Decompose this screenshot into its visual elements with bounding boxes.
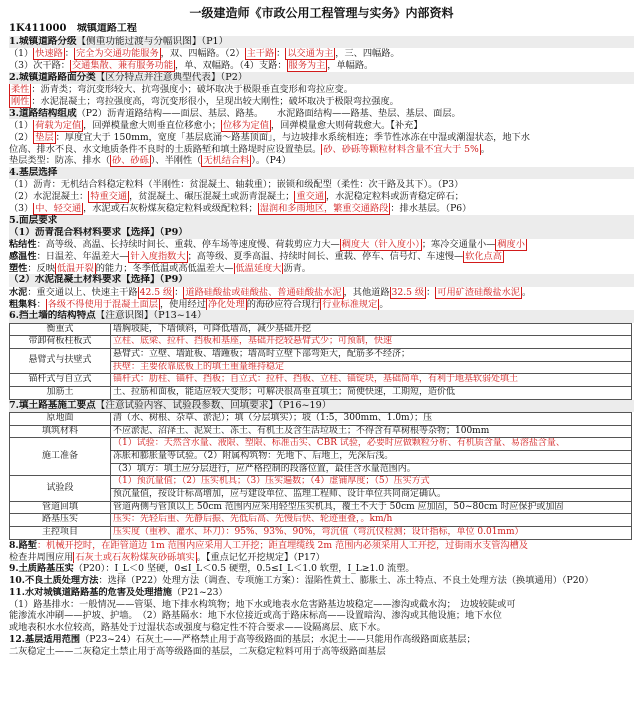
text-fragment: ：高等级、高温、长持续时间长、重载、停车场等速度慢、荷载剪应力大— [36,239,340,251]
text-fragment: ：沥青类；弯沉变形较大、抗弯强度小；破坏取决于极限垂直变形和弯拉应变。 [31,84,353,96]
section-5-heading: 5.面层要求 [9,215,634,227]
text-fragment: 水泥 [9,286,28,298]
text-fragment: 荷载为定值 [35,120,82,132]
text-fragment: 1K411000 [9,23,67,35]
text-fragment: 检查井周围应用 [9,551,74,563]
text-fragment: 沥青。 [283,262,311,274]
text-fragment: 感温性 [9,250,37,262]
text-fragment: 城镇道路工程 [76,23,137,35]
section-3-line-2 [9,132,634,144]
table-cell: 冻胀和膨胀量等试验。（2）附属构筑物：先地下、后地上，先深后浅。 [111,450,632,463]
text-fragment: ：排水基层。（P6） [390,202,472,214]
text-fragment: 。 [379,298,389,310]
text-fragment: 8.路堑 [9,539,37,551]
table-cell: 压实：先轻后重、先静后振、先低后高、先慢后快、轮迹重叠，。km/h [111,514,632,527]
text-fragment: ：重交通以上、快速主干路 [27,286,138,298]
text-fragment: 特重交通 [90,191,128,203]
text-fragment: ，三、四幅路。 [335,48,400,60]
text-fragment: （P20）：I_L＜0 坚硬，0≤I_L＜0.5 硬塑，0.5≤I_L＜1.0 软塑，I_L≥1.0 流塑。 [73,563,415,575]
section-1-heading [9,36,634,48]
text-fragment: 位移为定值 [222,120,269,132]
text-fragment: （2）水泥混凝土： [9,191,89,203]
section-2-line-1 [9,84,634,96]
text-fragment: 针入度指数大 [130,250,186,262]
table-cell: 填筑材料 [10,425,111,438]
table-cell: 扶壁：主要依靠底板上的填土重量维持稳定 [111,361,632,374]
section-4-line-1: （1）沥青：无机结合料稳定粒料（半刚性：贫混凝土、轴载重）；嵌锁和级配型（柔性：次干路及其下）。（P3） [9,179,464,191]
text-fragment: 粘结性 [9,239,37,251]
document-title: 一级建造师《市政公用工程管理与实务》内部资料 [189,6,454,20]
table-cell: 清（水、树根、杂草、淤泥）；填（分层填实）；坡（1:5，300mm、1.0m）；压 [111,412,632,425]
text-fragment: 的海砂应符合现行 [246,298,321,310]
table-cell: 路基压实 [10,514,111,527]
text-fragment: （1） [9,120,34,132]
section-12-line-2: 二灰稳定土——二灰稳定土禁止用于高等级路面的基层，二灰稳定粒料可用于高等级路面基层 [9,645,386,657]
section-2-heading [9,72,634,84]
table-row [10,348,632,361]
table-row [10,412,632,425]
section-5-line-2 [9,251,634,263]
text-fragment: 【注意识图】（P13~14） [95,310,207,322]
text-fragment: ： [276,48,286,60]
text-fragment: 无机结合料 [203,155,250,167]
section-8-line-1 [9,540,634,552]
retaining-wall-table [9,323,632,400]
text-fragment: 42.5 级 [139,286,173,298]
table-row [10,501,632,514]
text-fragment: ，单幅路。 [327,60,374,72]
text-fragment: ： [426,286,436,298]
fill-subgrade-table [9,412,632,540]
table-cell: 原地面 [10,412,111,425]
text-fragment: ： [174,286,184,298]
text-fragment: 软化点高 [465,250,502,262]
table-cell: （3）填方：填土应分层进行，应严格控制的段落位置，最佳含水量范围内。 [111,463,632,476]
text-fragment: 32.5 级 [391,286,425,298]
text-fragment: 1.城镇道路分级 [9,36,77,48]
table-row [10,374,632,387]
text-fragment: 石灰土或石灰粉煤灰砂砾填实 [75,551,195,563]
section-4-line-2 [9,191,634,203]
text-fragment: 完全为交通功能服务 [75,48,159,60]
text-fragment: 低温延度大 [235,262,282,274]
table-cell: 压实度（重秒、灌水、环刀）：95%、93%、90%，弯沉值（弯沉仪检测；设计指标，单位 0.01mm） [111,527,632,540]
text-fragment: 。 [521,286,532,298]
section-1-line-1 [9,48,634,60]
text-fragment: 。 [480,143,490,155]
table-cell: 土、拉筋和面板，能适应较大变形；可解决很高垂直填土；简便快速，工期短，造价低 [111,386,632,399]
text-fragment: 低温开裂 [56,262,94,274]
text-fragment: ，回弹模量愈大则荷载愈大。【补充】 [270,120,423,132]
section-5-line-5 [9,299,634,311]
section-10-line [9,575,634,587]
text-fragment: 重交通 [296,191,325,203]
text-fragment: 主干路 [246,48,275,60]
text-fragment: ）。（P4） [251,155,291,167]
table-cell: 立柱、底梁、拉杆、挡板和基座，基础开挖较悬臂式少；可预制，快速 [111,336,632,349]
table-row [10,438,632,451]
table-cell: 加筋土 [10,386,111,399]
text-fragment: 塑性 [9,262,28,274]
text-fragment: 砂、砂砾 [112,155,149,167]
section-6-heading [9,310,634,322]
text-fragment: 位高、排水不良、水文地质条件不良时的土质路堑和填土路堤时应设置垫层。 [9,143,322,155]
table-cell: 锚杆式：肋柱、锚杆、挡板；自立式：拉杆、挡板、立柱、锚锭块，基础简单，有利于地基软弱处填土 [111,374,632,387]
text-fragment: 7.填土路基施工要点 [9,399,96,411]
text-fragment: （P2）沥青道路结构——面层、基层、路基。 水泥路面结构——路基、垫层、基层、面层。 [76,107,461,119]
text-fragment: 各级不得使用于混凝土面层 [47,298,158,310]
section-7-heading [9,400,634,412]
text-fragment: 以交通为主 [287,48,334,60]
section-9-line [9,563,634,575]
table-row [10,425,632,438]
text-fragment: 可用矿渣硅酸盐水泥 [437,286,520,298]
text-fragment: 9.土质路基压实 [9,563,74,575]
table-cell: 悬臂式：立壁、墙趾板、墙踵板；墙高时立壁下部弯矩大，配筋多不经济； [111,348,632,361]
text-fragment: 【注意试验内容、试验段参数、回填要求】（P16~19） [95,399,332,411]
text-fragment: 净化处理 [207,298,245,310]
section-3-line-1 [9,120,634,132]
section-4-line-3 [9,203,634,215]
text-fragment: ，回弹模量愈大则垂直位移愈小； [83,120,221,132]
text-fragment: ；寒冷交通量小— [421,239,496,251]
section-5-line-4 [9,287,634,299]
text-fragment: 。【重点记忆开挖规定】（P17） [196,551,325,563]
section-12-line-1 [9,634,634,646]
table-cell: 锚杆式与自立式 [10,374,111,387]
text-fragment: ： [36,298,46,310]
text-fragment: 快速路 [35,48,63,60]
text-fragment: 砂、砂砾等颗粒材料含量不宜大于 5% [323,143,479,155]
text-fragment: （P23~24）石灰土——严格禁止用于高等级路面的基层；水泥土——只能用作高级路面底基层； [80,633,476,645]
section-11-line-1: （1）路基排水：一般情况——管渠、地下排水构筑物；地下水或地表水危害路基边坡稳定——渗沟或截水沟； 边坡较陡或可 [9,598,516,610]
text-fragment: ；高等级、夏季高温、持续时间长、重载、停车、信号灯、车速慢— [187,250,464,262]
table-cell: 衡重式 [10,323,111,336]
section-5-sub-1: （1）沥青混合料材料要求【选择】（P9） [9,227,634,239]
section-3-line-4 [9,155,634,167]
text-fragment: 10.不良土质处理方法 [9,575,99,587]
text-fragment: ：厚度宜大于 150mm，宽度「基层底涌～路基顶面」，与边坡排水系统相连；季节性冰冻在中湿或潮湿状态，地下水 [55,131,530,143]
text-fragment: 6.挡土墙的结构特点 [9,310,96,322]
table-cell: 墙胸坡陡，下墙倾斜，可降低墙高，减少基础开挖 [111,323,632,336]
table-cell: （1）预沉量值；（2）压实机具；（3）压实遍数；（4）虚铺厚度；（5）压实方式 [111,476,632,489]
table-cell: 预沉量值，按设计标高增加，应与建设单位、监理工程师、设计单位共同商定确认。 [111,489,632,502]
text-fragment: 2.城镇道路路面分类 [9,71,96,83]
text-fragment: ，双、四幅路。（2） [160,48,245,60]
table-cell: 管道回填 [10,501,111,514]
text-fragment: （2） [9,131,34,143]
chapter-heading [9,23,634,36]
section-2-line-2 [9,96,634,108]
text-fragment: 交通集散、兼有服务功能 [71,60,174,72]
text-fragment: 刚性 [11,95,30,107]
table-cell: （1）试验：天然含水量、液限、塑限、标准击实、CBR 试验，必要时应做颗粒分析、有机质含量、易溶盐含量、 [111,438,632,451]
text-fragment: ，贫混凝土、碾压混凝土或沥青混凝土； [129,191,295,203]
text-fragment: 湿润和多雨地区，繁重交通路段 [259,202,389,214]
text-fragment: （P21~23） [171,586,228,598]
table-row [10,323,632,336]
text-fragment: 的能力；冬季低温或高低温差大— [95,262,234,274]
text-fragment: ，使用经过 [160,298,206,310]
text-fragment: ，单、双幅路。（4）支路： [175,60,287,72]
text-fragment: ，水泥稳定粒料或沥青稳定碎石； [326,191,464,203]
section-8-line-2 [9,552,634,564]
text-fragment: ：水泥混凝土；弯拉强度高，弯沉变形很小，呈现出较大刚性；破坏取决于极限弯拉强度。 [31,95,399,107]
text-fragment: 12.基层适用范围 [9,633,81,645]
text-fragment: 粗集料 [9,298,37,310]
table-row [10,336,632,349]
text-fragment: 道路硅酸盐或硅酸盐、普通硅酸盐水泥 [185,286,342,298]
section-11-line-2: 能渗流水冲刷——护坡、护墙。 （2）路基隔水：地下水位接近或高于路床标高——设置暗沟、渗沟或其他设施；地下水位 [9,610,502,622]
text-fragment: ，水泥或石灰粉煤灰稳定粒料或级配粒料； [83,202,258,214]
section-5-sub-2: （2）水泥混凝土材料要求【选择】（P9） [9,274,634,286]
text-fragment: 稠度小 [497,239,525,251]
text-fragment: ：反映 [27,262,55,274]
text-fragment: ：机械开挖时，在距管道边 1m 范围内应采用人工开挖；距直埋缆线 2m 范围内必须采用人工开挖，过街雨水支管沟槽及 [36,539,528,551]
text-fragment: 11.水对城镇道路路基的危害及处理措施 [9,586,172,598]
table-cell: 悬臂式与扶壁式 [10,348,111,373]
table-cell: 试验段 [10,476,111,501]
text-fragment: （1） [9,48,34,60]
table-row [10,386,632,399]
table-cell: 主控项目 [10,527,111,540]
text-fragment: ）、半刚性（ [150,155,202,167]
text-fragment: ：日温差、年温差大— [36,250,129,262]
section-5-line-3 [9,263,634,275]
text-fragment: （3）次干路： [9,60,70,72]
text-fragment: 【侧重功能过渡与分幅识图】（P1） [76,36,229,48]
table-row [10,527,632,540]
text-fragment: 柔性 [11,84,30,96]
section-4-heading: 4.基层选择 [9,167,634,179]
section-3-heading [9,108,634,120]
text-fragment: ，其他道路 [343,286,390,298]
section-1-line-2 [9,60,634,72]
text-fragment: ： [64,48,74,60]
section-11-heading [9,587,634,599]
section-3-line-3 [9,144,634,156]
section-11-line-3: 或地表积水水位较高，路基处于过湿状态或强度与稳定性不符合要求——设隔离层、底下水。 [9,622,386,634]
text-fragment: （3） [9,202,34,214]
table-cell: 施工准备 [10,438,111,476]
section-5-line-1 [9,239,634,251]
text-fragment: 3.道路结构组成 [9,107,77,119]
table-cell: 管道两侧与管顶以上 50cm 范围内应采用轻型压实机具，覆土不大于 50cm 应加固，50~80cm 时应保护或加固 [111,501,632,514]
text-fragment: 稠度大（针入度小） [341,239,420,251]
table-cell: 带卸荷板柱板式 [10,336,111,349]
text-fragment: 垫层类型：防冻、排水（ [9,155,111,167]
table-row [10,476,632,489]
text-fragment: 【区分特点并注意典型代表】（P2） [95,71,248,83]
text-fragment: 服务为主 [288,60,326,72]
text-fragment: 行业标准规定 [322,298,378,310]
table-cell: 不应淤泥、沼泽土、泥炭土、冻土、有机土及含生活垃圾土；不得含有草树根等杂物；100mm [111,425,632,438]
text-fragment: 垫层 [35,131,54,143]
text-fragment: ：选择（P22）处理方法（调查、专项施工方案）：湿陷性黄土、膨胀土、冻土特点、不良土处理方法（换填通用）（P20） [98,575,594,587]
table-row [10,514,632,527]
text-fragment: 中、轻交通 [35,202,82,214]
